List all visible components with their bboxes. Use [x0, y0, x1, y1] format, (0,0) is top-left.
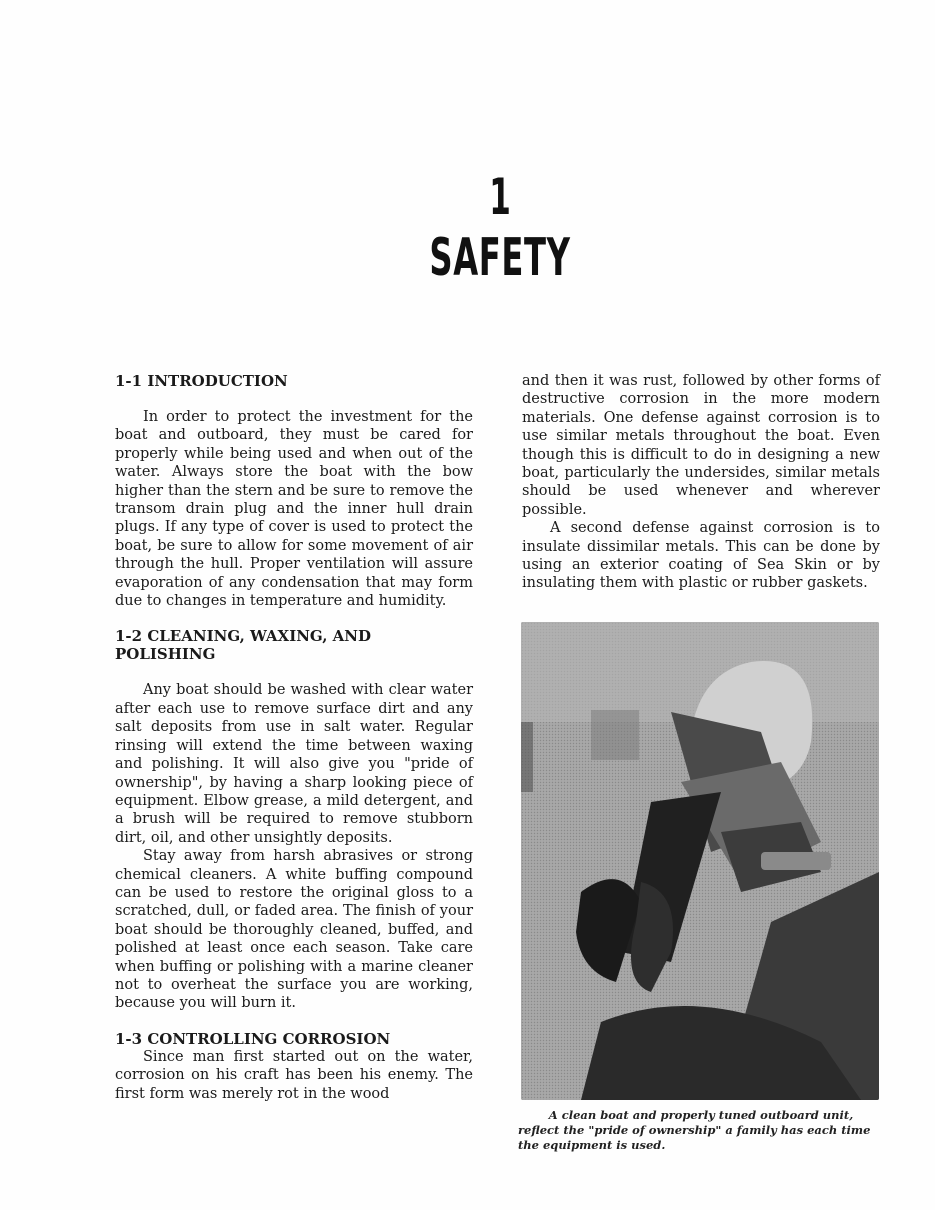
photo-image	[521, 622, 879, 1100]
introduction-paragraph: In order to protect the investment for the boat and outboard, they must be cared for properly while being used and when out of the water. Always store the boat with the bow higher than the stern and be sure to remove the transom drain plug and the inner hull drain plugs. If any type of cover is used to protect the boat, be sure to allow for some movement of air through the hull. Proper ventilation will assure evaporation of any condensation that may form due to changes in temperature and humidity.	[115, 409, 473, 610]
corrosion-continuation: and then it was rust, followed by other forms of destructive corrosion in the more modern materials. One defense against corrosion is to use similar metals throughout the boat. Even though this is difficult to do in designing a new boat, particularly the undersides, similar metals should be used whenever and wherever possible.	[522, 373, 880, 518]
section-heading-cleaning: 1-2 CLEANING, WAXING, AND POLISHING	[115, 627, 372, 664]
figure-caption	[518, 1108, 884, 1153]
chapter-title: SAFETY	[429, 228, 571, 288]
caption-line-2: reflect the "pride of ownership" a family has each time	[518, 1123, 871, 1137]
section-heading-introduction: 1-1 INTRODUCTION	[115, 372, 288, 390]
corrosion-paragraph-1: Since man first started out on the water, corrosion on his craft has been his enemy. The first form was merely rot in the wood	[115, 1048, 473, 1102]
corrosion-paragraph-2: A second defense against corrosion is to insulate dissimilar metals. This can be done by using an exterior coating of Sea Skin or by insulating them with plastic or rubber gaskets.	[522, 520, 880, 592]
right-column	[522, 372, 880, 593]
chapter-number: 1	[489, 168, 511, 226]
left-column	[115, 372, 473, 1103]
cleaning-paragraph-1: Any boat should be washed with clear water after each use to remove surface dirt and any salt deposits from use in salt water. Regular rinsing will extend the time between waxing and polishing. It will also give you "pride of ownership", by having a sharp looking piece of equipment. Elbow grease, a mild detergent, and a brush will be required to remove stubborn dirt, oil, and other unsightly deposits.	[115, 682, 473, 846]
caption-line-3: the equipment is used.	[518, 1138, 666, 1152]
cleaning-paragraph-2: Stay away from harsh abrasives or strong chemical cleaners. A white buffing compound can be used to restore the original gloss to a scratched, dull, or faded area. The finish of your boat should be thoroughly cleaned, buffed, and polished at least once each season. Take care when buffing or polishing with a marine cleaner not to overheat the surface you are working, because you will burn it.	[115, 848, 473, 1012]
section-heading-corrosion: 1-3 CONTROLLING CORROSION	[115, 1029, 391, 1048]
outboard-motor-photo	[521, 622, 879, 1100]
caption-line-1: A clean boat and properly tuned outboard unit,	[548, 1108, 854, 1122]
